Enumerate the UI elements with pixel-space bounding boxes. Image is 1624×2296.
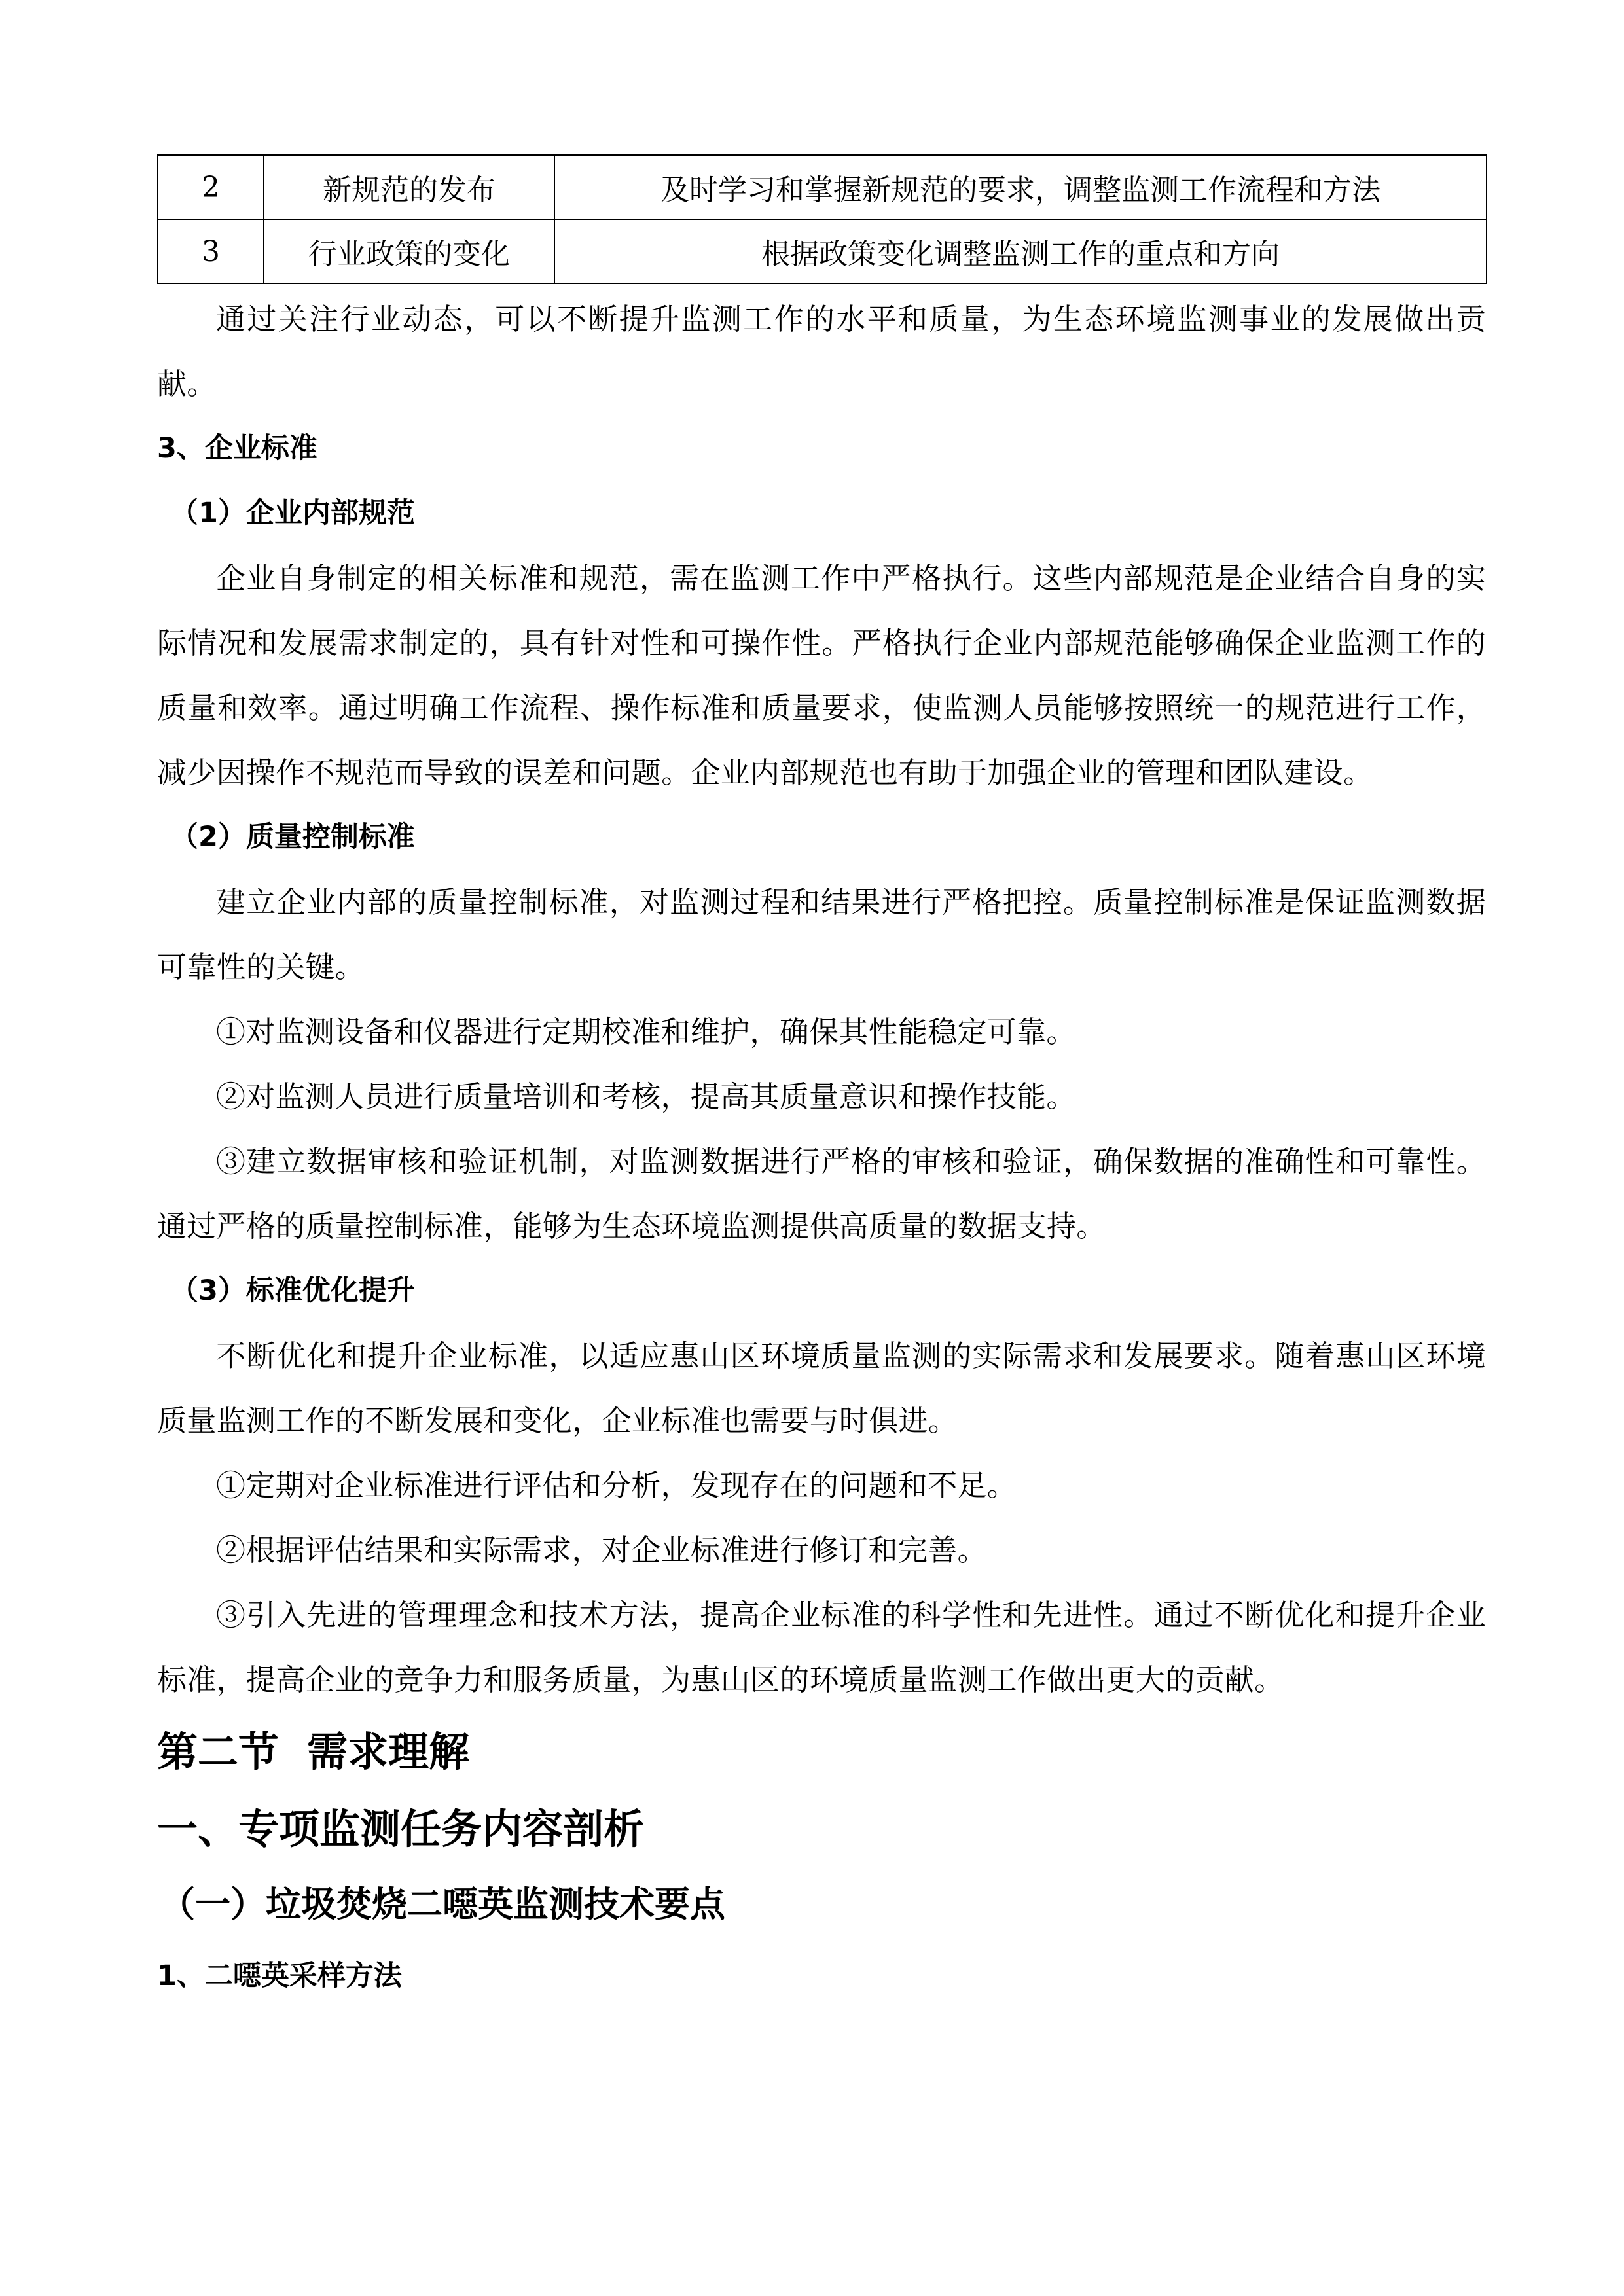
row-item: 新规范的发布: [264, 155, 554, 219]
quality-control-heading: （2）质量控制标准: [170, 821, 415, 853]
quality-control-item-2: ②对监测人员进行质量培训和考核，提高其质量意识和操作技能。: [216, 1079, 1076, 1114]
row-number: 3: [158, 219, 264, 283]
internal-norms-heading: （1）企业内部规范: [170, 497, 415, 529]
dioxin-sampling-heading: 1、二噁英采样方法: [157, 1960, 402, 1992]
standard-optimization-item-1: ①定期对企业标准进行评估和分析，发现存在的问题和不足。: [216, 1468, 1017, 1503]
internal-norms-paragraph: 企业自身制定的相关标准和规范，需在监测工作中严格执行。这些内部规范是企业结合自身的实际情况和发展需求制定的，具有针对性和可操作性。严格执行企业内部规范能够确保企业监测工作的质量和效率。通过明确工作流程、操作标准和质量要求，使监测人员能够按照统一的规范进行工作，减少因操作不规范而导致的误差和问题。企业内部规范也有助于加强企业的管理和团队建设。: [157, 561, 1486, 790]
table-row: [158, 219, 1487, 283]
task-analysis-heading: 一、专项监测任务内容剖析: [157, 1805, 645, 1853]
page-content: [157, 154, 1486, 2009]
row-number: 2: [158, 155, 264, 219]
standard-optimization-heading: （3）标准优化提升: [170, 1274, 415, 1307]
industry-dynamics-table: [157, 154, 1487, 284]
standard-optimization-paragraph: 不断优化和提升企业标准，以适应惠山区环境质量监测的实际需求和发展要求。随着惠山区环境质量监测工作的不断发展和变化，企业标准也需要与时俱进。: [157, 1338, 1486, 1438]
standard-optimization-item-3: ③引入先进的管理理念和技术方法，提高企业标准的科学性和先进性。通过不断优化和提升企业标准，提高企业的竞争力和服务质量，为惠山区的环境质量监测工作做出更大的贡献。: [157, 1598, 1486, 1697]
dioxin-monitoring-heading: （一）垃圾焚烧二噁英监测技术要点: [160, 1884, 725, 1925]
table-row: [158, 155, 1487, 219]
quality-control-item-3: ③建立数据审核和验证机制，对监测数据进行严格的审核和验证，确保数据的准确性和可靠性。通过严格的质量控制标准，能够为生态环境监测提供高质量的数据支持。: [157, 1144, 1486, 1244]
industry-summary-paragraph: 通过关注行业动态，可以不断提升监测工作的水平和质量，为生态环境监测事业的发展做出贡献。: [157, 302, 1486, 401]
row-action: 根据政策变化调整监测工作的重点和方向: [554, 219, 1487, 283]
quality-control-item-1: ①对监测设备和仪器进行定期校准和维护，确保其性能稳定可靠。: [216, 1014, 1076, 1049]
standard-optimization-item-2: ②根据评估结果和实际需求，对企业标准进行修订和完善。: [216, 1533, 987, 1568]
section-two-title: 第二节 需求理解: [157, 1728, 470, 1776]
enterprise-standards-heading: 3、企业标准: [157, 432, 317, 465]
row-action: 及时学习和掌握新规范的要求，调整监测工作流程和方法: [554, 155, 1487, 219]
quality-control-paragraph: 建立企业内部的质量控制标准，对监测过程和结果进行严格把控。质量控制标准是保证监测数据可靠性的关键。: [157, 885, 1486, 984]
row-item: 行业政策的变化: [264, 219, 554, 283]
